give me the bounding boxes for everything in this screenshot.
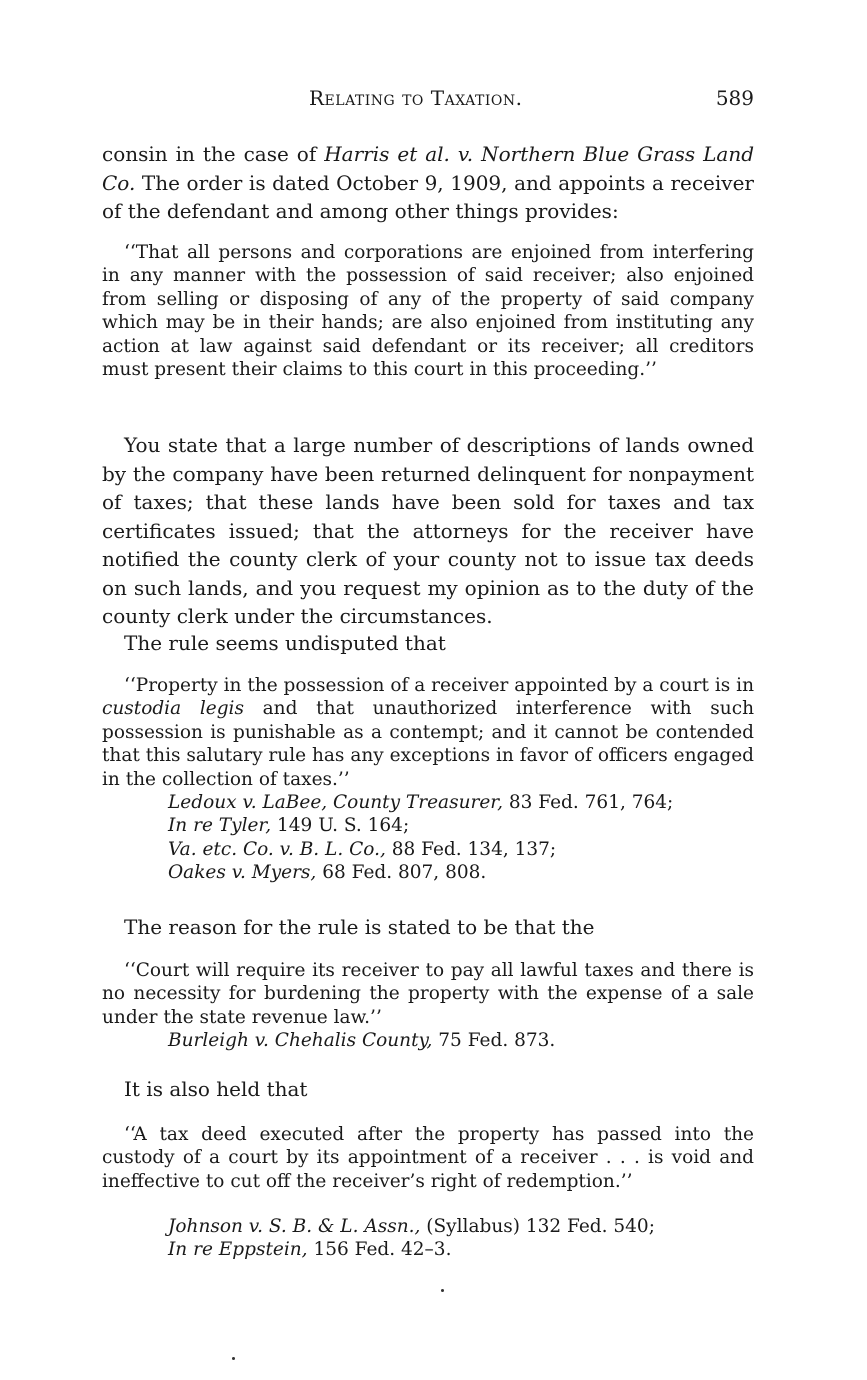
citation [168,1029,754,1052]
citation [168,814,754,837]
citation [168,1238,754,1261]
citation-case: Ledoux v. LaBee, County Treasurer, [168,792,503,813]
quote-court-order: ‘‘That all persons and corporations are enjoined from interfering in any manner with the possession of said receiver; also enjoined from selling or disposing of any of the property of said company which may be in their hands; are also enjoined from instituting any action at law against said defendant or its receiver; all creditors must present their claims to this court in this proceeding.’’ [102,242,754,381]
citation-ref: 156 Fed. 42–3. [307,1239,452,1261]
citation [168,861,754,884]
citation-case: Burleigh v. Chehalis County, [168,1030,433,1051]
quote-rule [102,674,754,791]
paragraph-intro-text: consin in the case of [102,142,325,166]
citation-list-1 [168,791,754,885]
running-title: Relating to Taxation. [309,86,523,110]
paragraph-intro [102,140,754,226]
citation-ref: 83 Fed. 761, 764; [502,792,674,813]
citation-case: Va. etc. Co. v. B. L. Co., [168,838,386,860]
citation-case: Johnson v. S. B. & L. Assn., [168,1216,421,1237]
paragraph-rule: The rule seems undisputed that [124,631,446,655]
paragraph-also-held: It is also held that [124,1077,308,1101]
citation-list-2 [168,1029,754,1052]
citation-case: In re Tyler, [168,815,272,837]
quote-tax-deed: ‘‘A tax deed executed after the property has passed into the custody of a court by its appointment of a receiver . . . is void and ineffective to cut off the receiver’s right of redemption.’’ [102,1124,754,1192]
citation-ref: 88 Fed. 134, 137; [385,838,557,860]
quote-rule-text-cont: and that unauthorized interference with such possession is punishable as a contempt; and it cannot be contended that this salutary rule has any exceptions in favor of officers engaged in the collection of taxes.’’ [102,698,754,790]
page-number: 589 [715,86,754,110]
citation-ref: 149 U. S. 164; [271,815,410,837]
running-header [102,86,754,116]
quote-rule-text: ‘‘Property in the possession of a receiver appointed by a court is in [124,675,754,696]
citation-ref: 75 Fed. 873. [432,1030,556,1051]
paragraph-facts: You state that a large number of descriptions of lands owned by the company have been returned delinquent for nonpayment of taxes; that these lands have been sold for taxes and tax certificates issued; that the attorneys for the receiver have notified the county clerk of your county not to issue tax deeds on such lands, and you request my opinion as to the duty of the county clerk under the circumstances. [102,433,754,628]
paragraph-reason: The reason for the rule is stated to be that the [124,915,595,939]
citation [168,1215,754,1238]
paragraph-intro-text-cont: The order is dated October 9, 1909, and appoints a receiver of the defendant and among other things provides: [102,170,754,223]
quote-reason: ‘‘Court will require its receiver to pay all lawful taxes and there is no necessity for burdening the property with the expense of a sale under the state revenue law.’’ [102,960,754,1028]
citation [168,791,754,814]
citation-case: In re Eppstein, [168,1239,308,1261]
citation [168,838,754,861]
ink-speck [441,1289,444,1292]
citation-list-3 [168,1215,754,1262]
citation-ref: 68 Fed. 807, 808. [316,862,487,884]
citation-case: Oakes v. Myers, [168,862,317,884]
ink-speck [232,1357,235,1360]
latin-phrase: custodia legis [102,698,244,720]
case-name: Harris et al. v. Northern Blue Grass Land Co. [102,142,755,195]
citation-ref: (Syllabus) 132 Fed. 540; [420,1216,655,1237]
